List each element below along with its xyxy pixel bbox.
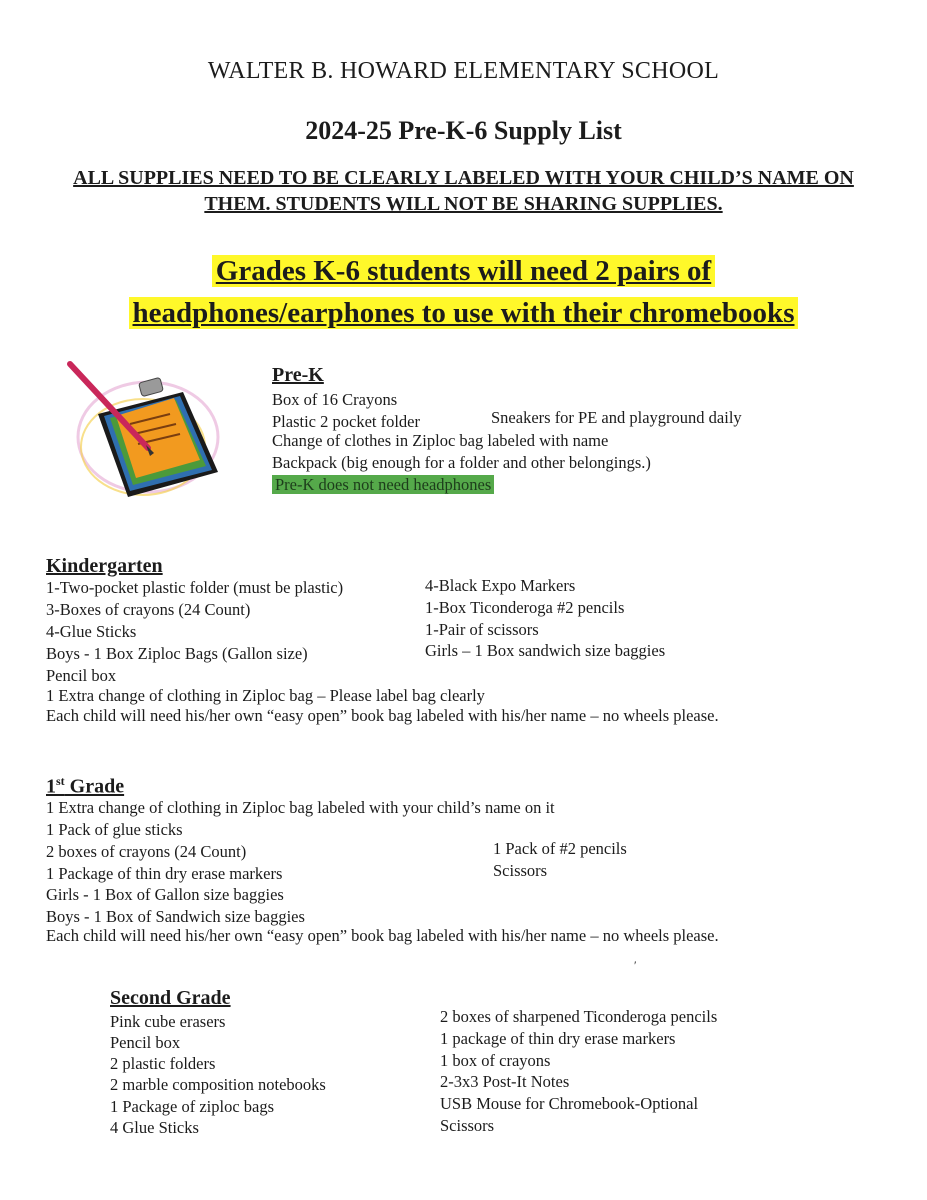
kindergarten-heading: Kindergarten	[46, 555, 163, 577]
grade1-item: 2 boxes of crayons (24 Count)	[46, 842, 247, 861]
prek-item: Change of clothes in Ziploc bag labeled with name	[272, 431, 609, 450]
kindergarten-item: Girls – 1 Box sandwich size baggies	[425, 641, 666, 660]
prek-headphones-note	[272, 475, 494, 495]
stray-mark: ′	[634, 958, 637, 972]
headphones-notice-line-2	[0, 297, 927, 330]
grade2-item: Pink cube erasers	[110, 1012, 226, 1031]
kindergarten-item: Each child will need his/her own “easy open” book bag labeled with his/her name – no wheels please.	[46, 706, 719, 725]
clipboard-pencil-icon	[58, 352, 228, 502]
kindergarten-item: Boys - 1 Box Ziploc Bags (Gallon size)	[46, 644, 308, 663]
kindergarten-item: 4-Glue Sticks	[46, 622, 137, 641]
kindergarten-item: 1-Pair of scissors	[425, 620, 539, 639]
grade2-item: Scissors	[440, 1116, 495, 1135]
grade2-heading: Second Grade	[110, 987, 231, 1009]
grade1-item: Boys - 1 Box of Sandwich size baggies	[46, 907, 305, 926]
prek-item: Plastic 2 pocket folder	[272, 412, 421, 431]
grade1-item: 1 Extra change of clothing in Ziploc bag labeled with your child’s name on it	[46, 798, 555, 817]
prek-side-item: Sneakers for PE and playground daily	[491, 408, 742, 427]
page-title: 2024-25 Pre-K-6 Supply List	[305, 116, 622, 145]
kindergarten-item: 1 Extra change of clothing in Ziploc bag – Please label bag clearly	[46, 686, 485, 705]
grade2-item: 2 boxes of sharpened Ticonderoga pencils	[440, 1007, 718, 1026]
grade1-heading	[46, 774, 124, 799]
grade2-item: 2 plastic folders	[110, 1054, 216, 1073]
kindergarten-item: Pencil box	[46, 666, 117, 685]
highlight-text-2: headphones/earphones to use with their chromebooks	[129, 297, 799, 329]
grade1-heading-sup: st	[56, 774, 65, 788]
grade1-item: Each child will need his/her own “easy open” book bag labeled with his/her name – no wheels please.	[46, 926, 719, 945]
prek-item: Backpack (big enough for a folder and other belongings.)	[272, 453, 651, 472]
grade1-heading-rest: Grade	[64, 775, 125, 798]
grade2-item: 2 marble composition notebooks	[110, 1075, 326, 1094]
grade2-item: 2-3x3 Post-It Notes	[440, 1072, 570, 1091]
grade1-item: 1 Package of thin dry erase markers	[46, 864, 283, 883]
grade2-item: 1 box of crayons	[440, 1051, 551, 1070]
grade2-item: 1 Package of ziploc bags	[110, 1097, 275, 1116]
grade1-item: 1 Pack of #2 pencils	[493, 839, 627, 858]
headphones-notice-line-1	[0, 255, 927, 288]
kindergarten-item: 3-Boxes of crayons (24 Count)	[46, 600, 251, 619]
label-notice-line-2: THEM. STUDENTS WILL NOT BE SHARING SUPPLIES.	[204, 193, 723, 215]
grade1-heading-num: 1	[46, 775, 56, 798]
prek-item: Box of 16 Crayons	[272, 390, 398, 409]
kindergarten-item: 4-Black Expo Markers	[425, 576, 576, 595]
grade2-item: Pencil box	[110, 1033, 181, 1052]
kindergarten-item: 1-Box Ticonderoga #2 pencils	[425, 598, 625, 617]
grade1-item: Girls - 1 Box of Gallon size baggies	[46, 885, 284, 904]
school-name: WALTER B. HOWARD ELEMENTARY SCHOOL	[207, 58, 720, 84]
kindergarten-item: 1-Two-pocket plastic folder (must be plastic)	[46, 578, 344, 597]
grade2-item: USB Mouse for Chromebook-Optional	[440, 1094, 699, 1113]
grade1-item: Scissors	[493, 861, 548, 880]
grade2-item: 1 package of thin dry erase markers	[440, 1029, 676, 1048]
grade2-item: 4 Glue Sticks	[110, 1118, 199, 1137]
grade1-item: 1 Pack of glue sticks	[46, 820, 183, 839]
prek-heading: Pre-K	[272, 364, 324, 386]
label-notice-line-1: ALL SUPPLIES NEED TO BE CLEARLY LABELED WITH YOUR CHILD’S NAME ON	[73, 167, 854, 189]
green-highlight: Pre-K does not need headphones	[272, 475, 494, 494]
highlight-text-1: Grades K-6 students will need 2 pairs of	[212, 255, 715, 287]
